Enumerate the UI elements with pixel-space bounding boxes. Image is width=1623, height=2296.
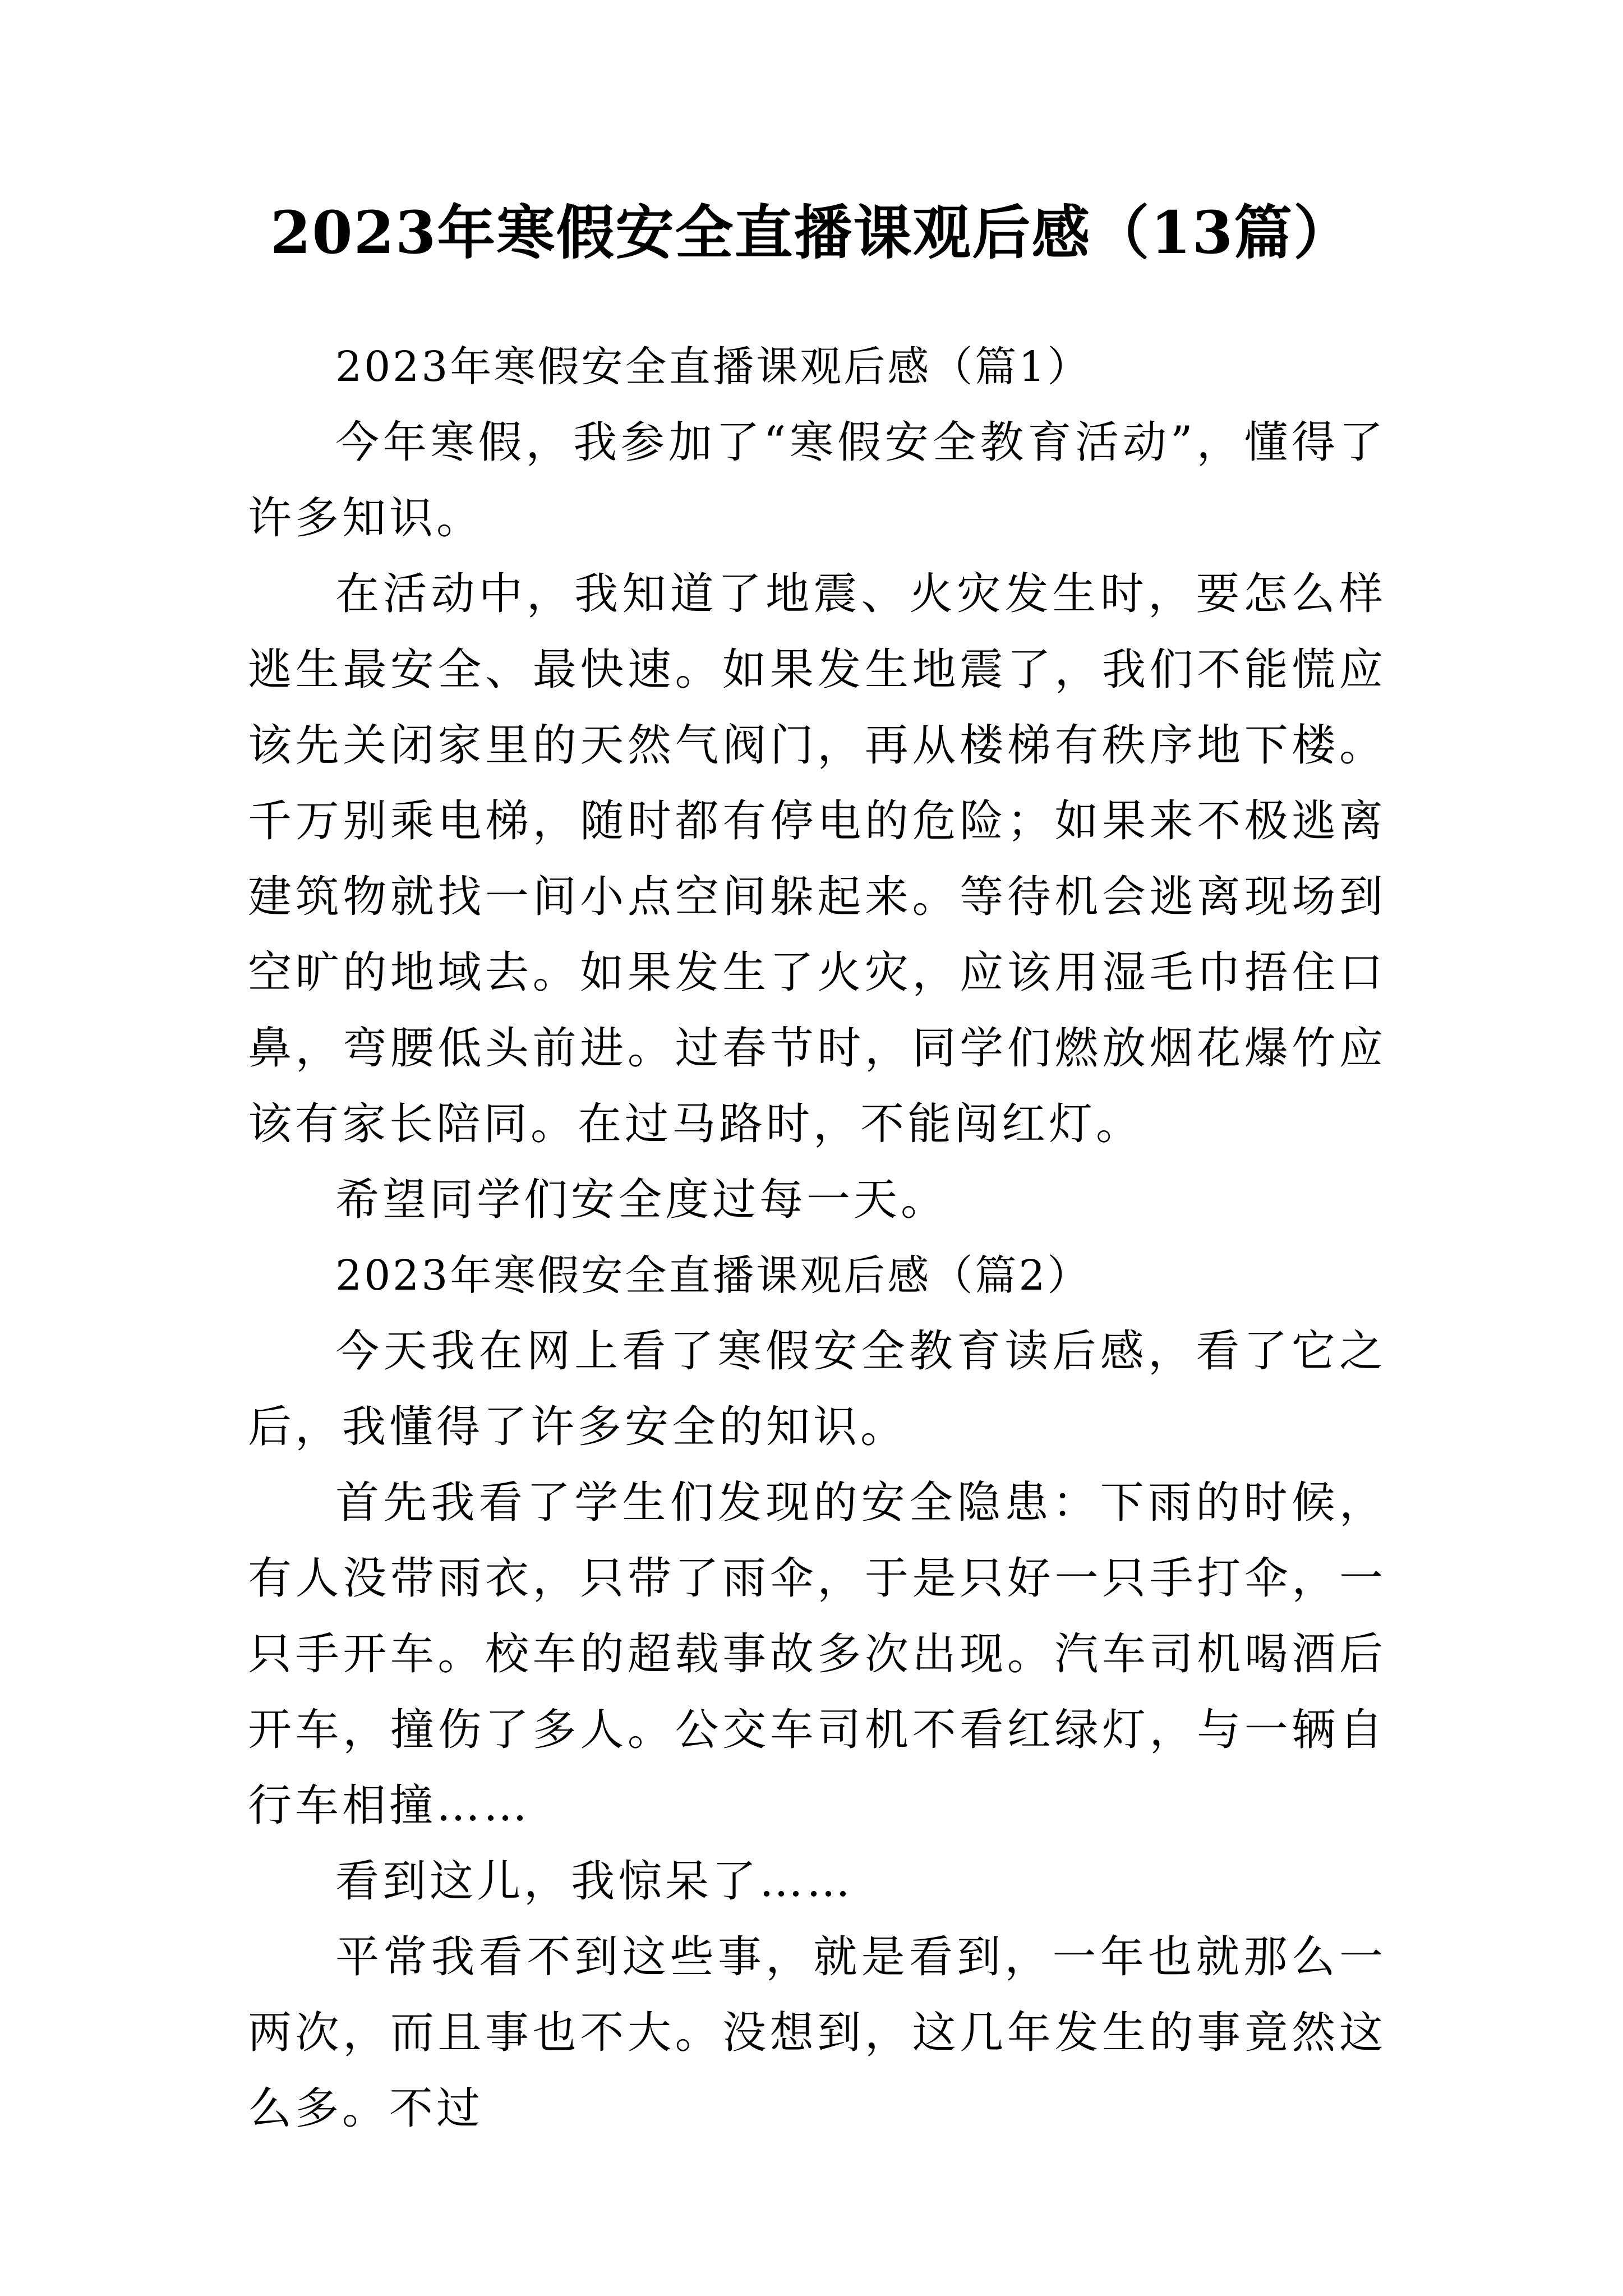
document-title: 2023年寒假安全直播课观后感（13篇）	[270, 198, 1353, 267]
paragraph: 首先我看了学生们发现的安全隐患：下雨的时候，有人没带雨衣，只带了雨伞，于是只好一只手打伞，一只手开车。校车的超载事故多次出现。汽车司机喝酒后开车，撞伤了多人。公交车司机不看红绿灯，与一辆自行车相撞……	[248, 1478, 1386, 1831]
paragraph: 在活动中，我知道了地震、火灾发生时，要怎么样逃生最安全、最快速。如果发生地震了，我们不能慌应该先关闭家里的天然气阀门，再从楼梯有秩序地下楼。千万别乘电梯，随时都有停电的危险；如果来不极逃离建筑物就找一间小点空间躲起来。等待机会逃离现场到空旷的地域去。如果发生了火灾，应该用湿毛巾捂住口鼻，弯腰低头前进。过春节时，同学们燃放烟花爆竹应该有家长陪同。在过马路时，不能闯红灯。	[248, 569, 1386, 1149]
paragraph: 平常我看不到这些事，就是看到，一年也就那么一两次，而且事也不大。没想到，这几年发生的事竟然这么多。不过	[248, 1932, 1386, 2134]
paragraph: 今天我在网上看了寒假安全教育读后感，看了它之后，我懂得了许多安全的知识。	[248, 1326, 1386, 1452]
section-heading-2: 2023年寒假安全直播课观后感（篇2）	[335, 1251, 1091, 1300]
section-heading-1: 2023年寒假安全直播课观后感（篇1）	[335, 343, 1091, 391]
paragraph: 看到这儿，我惊呆了……	[335, 1856, 854, 1907]
paragraph: 今年寒假，我参加了“寒假安全教育活动”，懂得了许多知识。	[248, 417, 1386, 544]
paragraph: 希望同学们安全度过每一天。	[335, 1175, 948, 1225]
document-body	[248, 329, 1386, 2147]
